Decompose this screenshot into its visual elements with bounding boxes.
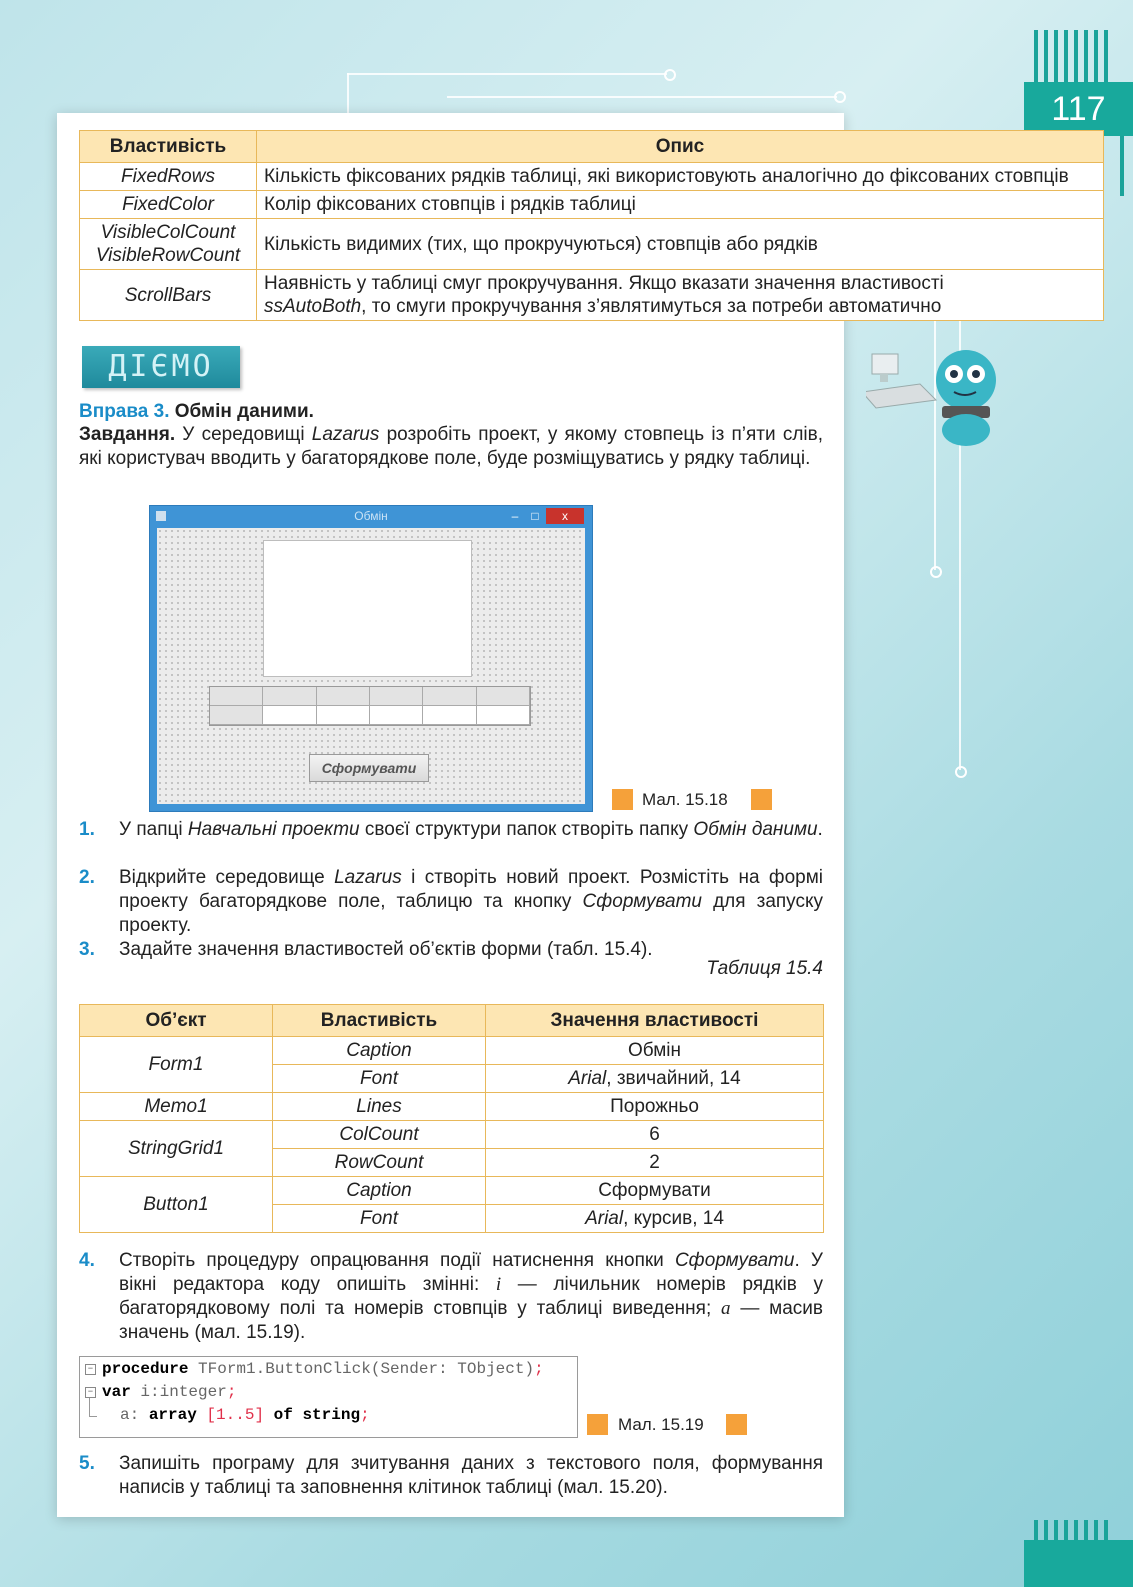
step-text xyxy=(119,866,823,938)
table-row xyxy=(80,191,1104,219)
grid-cell[interactable] xyxy=(210,687,263,706)
top-comb-decoration xyxy=(1034,30,1108,90)
code-symbol: ; xyxy=(226,1383,237,1401)
grid-cell[interactable] xyxy=(370,706,423,725)
decor-dot xyxy=(834,91,846,103)
desc-text: , то смуги прокручування з’являтимуться за потреби автоматично xyxy=(361,296,942,317)
figure-caption: Мал. 15.18 xyxy=(642,790,728,809)
property-name: Caption xyxy=(273,1177,486,1205)
window-title: Обмін xyxy=(354,509,388,523)
figure-caption: Мал. 15.19 xyxy=(618,1415,704,1434)
table-header: Об’єкт xyxy=(80,1005,273,1037)
step-text: Задайте значення властивостей об’єктів форми (табл. 15.4). xyxy=(119,939,653,960)
decor-line xyxy=(347,73,667,75)
code-keyword: procedure xyxy=(102,1360,189,1378)
form-client-area xyxy=(157,528,585,804)
variable-name: a xyxy=(721,1298,731,1319)
fold-icon[interactable]: − xyxy=(85,1364,96,1375)
table-row xyxy=(80,1121,824,1149)
object-name: Button1 xyxy=(80,1177,273,1233)
caption-marker xyxy=(751,789,772,810)
grid-cell[interactable] xyxy=(210,706,263,725)
table-row xyxy=(80,163,1104,191)
step-text-part: — масив значень (мал. 15.19). xyxy=(119,1298,823,1343)
step-number: 4. xyxy=(79,1250,95,1271)
property-value: 2 xyxy=(486,1149,824,1177)
form-properties-table xyxy=(79,1004,824,1233)
step-text-italic: Обмін даними xyxy=(693,819,818,840)
side-comb-decoration xyxy=(1120,136,1124,196)
step-text-italic: Навчальні проекти xyxy=(187,819,360,840)
grid-cell[interactable] xyxy=(477,706,530,725)
fold-guide xyxy=(89,1398,90,1416)
object-name: Form1 xyxy=(80,1037,273,1093)
property-desc: Колір фіксованих стовпців і рядків таблиці xyxy=(257,191,1104,219)
step-text-part: для запуску проекту. xyxy=(119,891,823,936)
step-text-part: Відкрийте середовище xyxy=(119,867,335,888)
code-line xyxy=(120,1404,370,1427)
property-name: ColCount xyxy=(273,1121,486,1149)
step-number: 3. xyxy=(79,939,95,960)
step-text-part: . xyxy=(817,819,823,840)
desc-italic: ssAutoBoth xyxy=(264,296,362,317)
object-name: StringGrid1 xyxy=(80,1121,273,1177)
property-name xyxy=(80,219,257,270)
step-text-part: своєї структури папок створіть папку xyxy=(359,819,694,840)
property-name: FixedRows xyxy=(80,163,257,191)
decor-line xyxy=(959,250,961,770)
bottom-comb-decoration xyxy=(1034,1520,1108,1542)
property-value: Обмін xyxy=(486,1037,824,1065)
decor-dot xyxy=(955,766,967,778)
decor-line xyxy=(347,73,349,113)
step-text xyxy=(119,818,823,842)
table-row xyxy=(80,219,1104,270)
property-value xyxy=(486,1065,824,1093)
task-label: Завдання. xyxy=(79,424,176,445)
task-text-part: розробіть проект, у якому стовпець із п’яти слів, які користувач вводить у багаторядкове поле, буде розміщуватись у рядку таблиці. xyxy=(79,424,824,469)
step-text-part: і створіть новий проект. Розмістіть на формі проекту багаторядкове поле, таблицю та кнопку xyxy=(119,867,823,912)
code-keyword: of string xyxy=(273,1406,361,1424)
exercise-title xyxy=(79,401,314,423)
code-line xyxy=(102,1381,236,1404)
property-name: Font xyxy=(273,1205,486,1233)
value-text: , курсив, 14 xyxy=(623,1207,724,1229)
code-text: a: xyxy=(120,1406,149,1424)
grid-cell[interactable] xyxy=(423,706,476,725)
decor-dot xyxy=(664,69,676,81)
close-icon[interactable]: x xyxy=(546,508,584,524)
string-grid[interactable] xyxy=(209,686,531,726)
object-name: Memo1 xyxy=(80,1093,273,1121)
value-italic: Arial xyxy=(568,1067,607,1089)
form-screenshot xyxy=(149,505,593,812)
table-row xyxy=(80,1177,824,1205)
step-item xyxy=(79,1249,823,1345)
caption-marker xyxy=(612,789,633,810)
form-button[interactable]: Сформувати xyxy=(309,754,429,782)
task-text-italic: Lazarus xyxy=(311,424,380,445)
step-text-italic: Сформувати xyxy=(582,891,702,912)
grid-cell[interactable] xyxy=(477,687,530,706)
property-name-line: VisibleColCount xyxy=(100,222,236,243)
code-symbol: [1..5] xyxy=(196,1406,274,1424)
exercise-label: Вправа 3. xyxy=(79,401,170,422)
grid-cell[interactable] xyxy=(317,687,370,706)
property-value: Сформувати xyxy=(486,1177,824,1205)
fold-icon[interactable]: − xyxy=(85,1387,96,1398)
decor-line xyxy=(447,96,837,98)
table-caption: Таблиця 15.4 xyxy=(706,958,823,979)
property-name: ScrollBars xyxy=(80,270,257,321)
table-header: Опис xyxy=(257,131,1104,163)
code-text: TForm1.ButtonClick(Sender: TObject) xyxy=(188,1360,535,1378)
task-text-part: У середовищі xyxy=(175,424,312,445)
table-row xyxy=(80,1093,824,1121)
step-text-italic: Lazarus xyxy=(334,867,402,888)
step-text-part: Створіть процедуру опрацювання події натиснення кнопки xyxy=(119,1250,675,1271)
page-number: 117 xyxy=(1024,82,1133,136)
grid-cell[interactable] xyxy=(423,687,476,706)
property-value: 6 xyxy=(486,1121,824,1149)
minimize-icon[interactable]: – xyxy=(511,509,519,523)
desc-text: Наявність у таблиці смуг прокручування. Якщо вказати значення властивості xyxy=(264,273,944,294)
memo-field[interactable] xyxy=(263,540,472,677)
code-symbol: ; xyxy=(360,1406,370,1424)
property-name: RowCount xyxy=(273,1149,486,1177)
step-item xyxy=(79,818,823,842)
task-text xyxy=(79,423,823,471)
properties-table xyxy=(79,130,1104,321)
code-line xyxy=(102,1358,544,1381)
property-desc: Кількість фіксованих рядків таблиці, які використовують аналогічно до фіксованих стовпців xyxy=(257,163,1104,191)
bottom-tab-decoration xyxy=(1024,1540,1133,1587)
property-name: Font xyxy=(273,1065,486,1093)
code-snippet xyxy=(79,1356,578,1438)
code-keyword: var xyxy=(102,1383,131,1401)
caption-marker xyxy=(726,1414,747,1435)
decor-dot xyxy=(930,566,942,578)
code-text: i:integer xyxy=(130,1383,227,1401)
step-text-part: — лічильник номерів рядків у багаторядковому полі та номерів стовпців у таблиці виведення; xyxy=(119,1274,823,1319)
step-text xyxy=(119,1249,823,1345)
exercise-name: Обмін даними. xyxy=(174,401,314,422)
property-name: Lines xyxy=(273,1093,486,1121)
window-titlebar xyxy=(150,506,592,528)
property-desc xyxy=(257,270,1104,321)
table-header: Значення властивості xyxy=(486,1005,824,1037)
robot-mascot-illustration xyxy=(866,340,1006,450)
step-text-italic: Сформувати xyxy=(674,1250,795,1271)
step-number: 5. xyxy=(79,1453,95,1474)
caption-marker xyxy=(587,1414,608,1435)
step-text-part: У папці xyxy=(119,819,188,840)
step-item xyxy=(79,1452,823,1500)
grid-cell[interactable] xyxy=(263,687,316,706)
property-value: Порожньо xyxy=(486,1093,824,1121)
step-item xyxy=(79,866,823,938)
property-name: Caption xyxy=(273,1037,486,1065)
step-text: Запишіть програму для зчитування даних з текстового поля, формування написів у таблиці та заповнення клітинок таблиці (мал. 15.20). xyxy=(119,1453,823,1498)
property-name-line: VisibleRowCount xyxy=(95,245,241,266)
section-badge: ДІЄМО xyxy=(82,346,240,388)
table-header: Властивість xyxy=(80,131,257,163)
code-symbol: ; xyxy=(534,1360,544,1378)
maximize-icon[interactable]: □ xyxy=(531,509,539,523)
variable-name: i xyxy=(495,1274,502,1295)
code-keyword: array xyxy=(148,1406,197,1424)
table-header: Властивість xyxy=(273,1005,486,1037)
table-row xyxy=(80,1037,824,1065)
property-value xyxy=(486,1205,824,1233)
value-text: , звичайний, 14 xyxy=(606,1067,741,1089)
grid-cell[interactable] xyxy=(317,706,370,725)
property-desc: Кількість видимих (тих, що прокручуються) стовпців або рядків xyxy=(257,219,1104,270)
value-italic: Arial xyxy=(585,1207,624,1229)
step-text-part: . У вікні редактора коду опишіть змінні: xyxy=(119,1250,823,1295)
step-number: 1. xyxy=(79,819,95,840)
grid-cell[interactable] xyxy=(263,706,316,725)
table-row xyxy=(80,270,1104,321)
property-name: FixedColor xyxy=(80,191,257,219)
fold-guide xyxy=(89,1416,97,1417)
step-number: 2. xyxy=(79,867,95,888)
grid-cell[interactable] xyxy=(370,687,423,706)
